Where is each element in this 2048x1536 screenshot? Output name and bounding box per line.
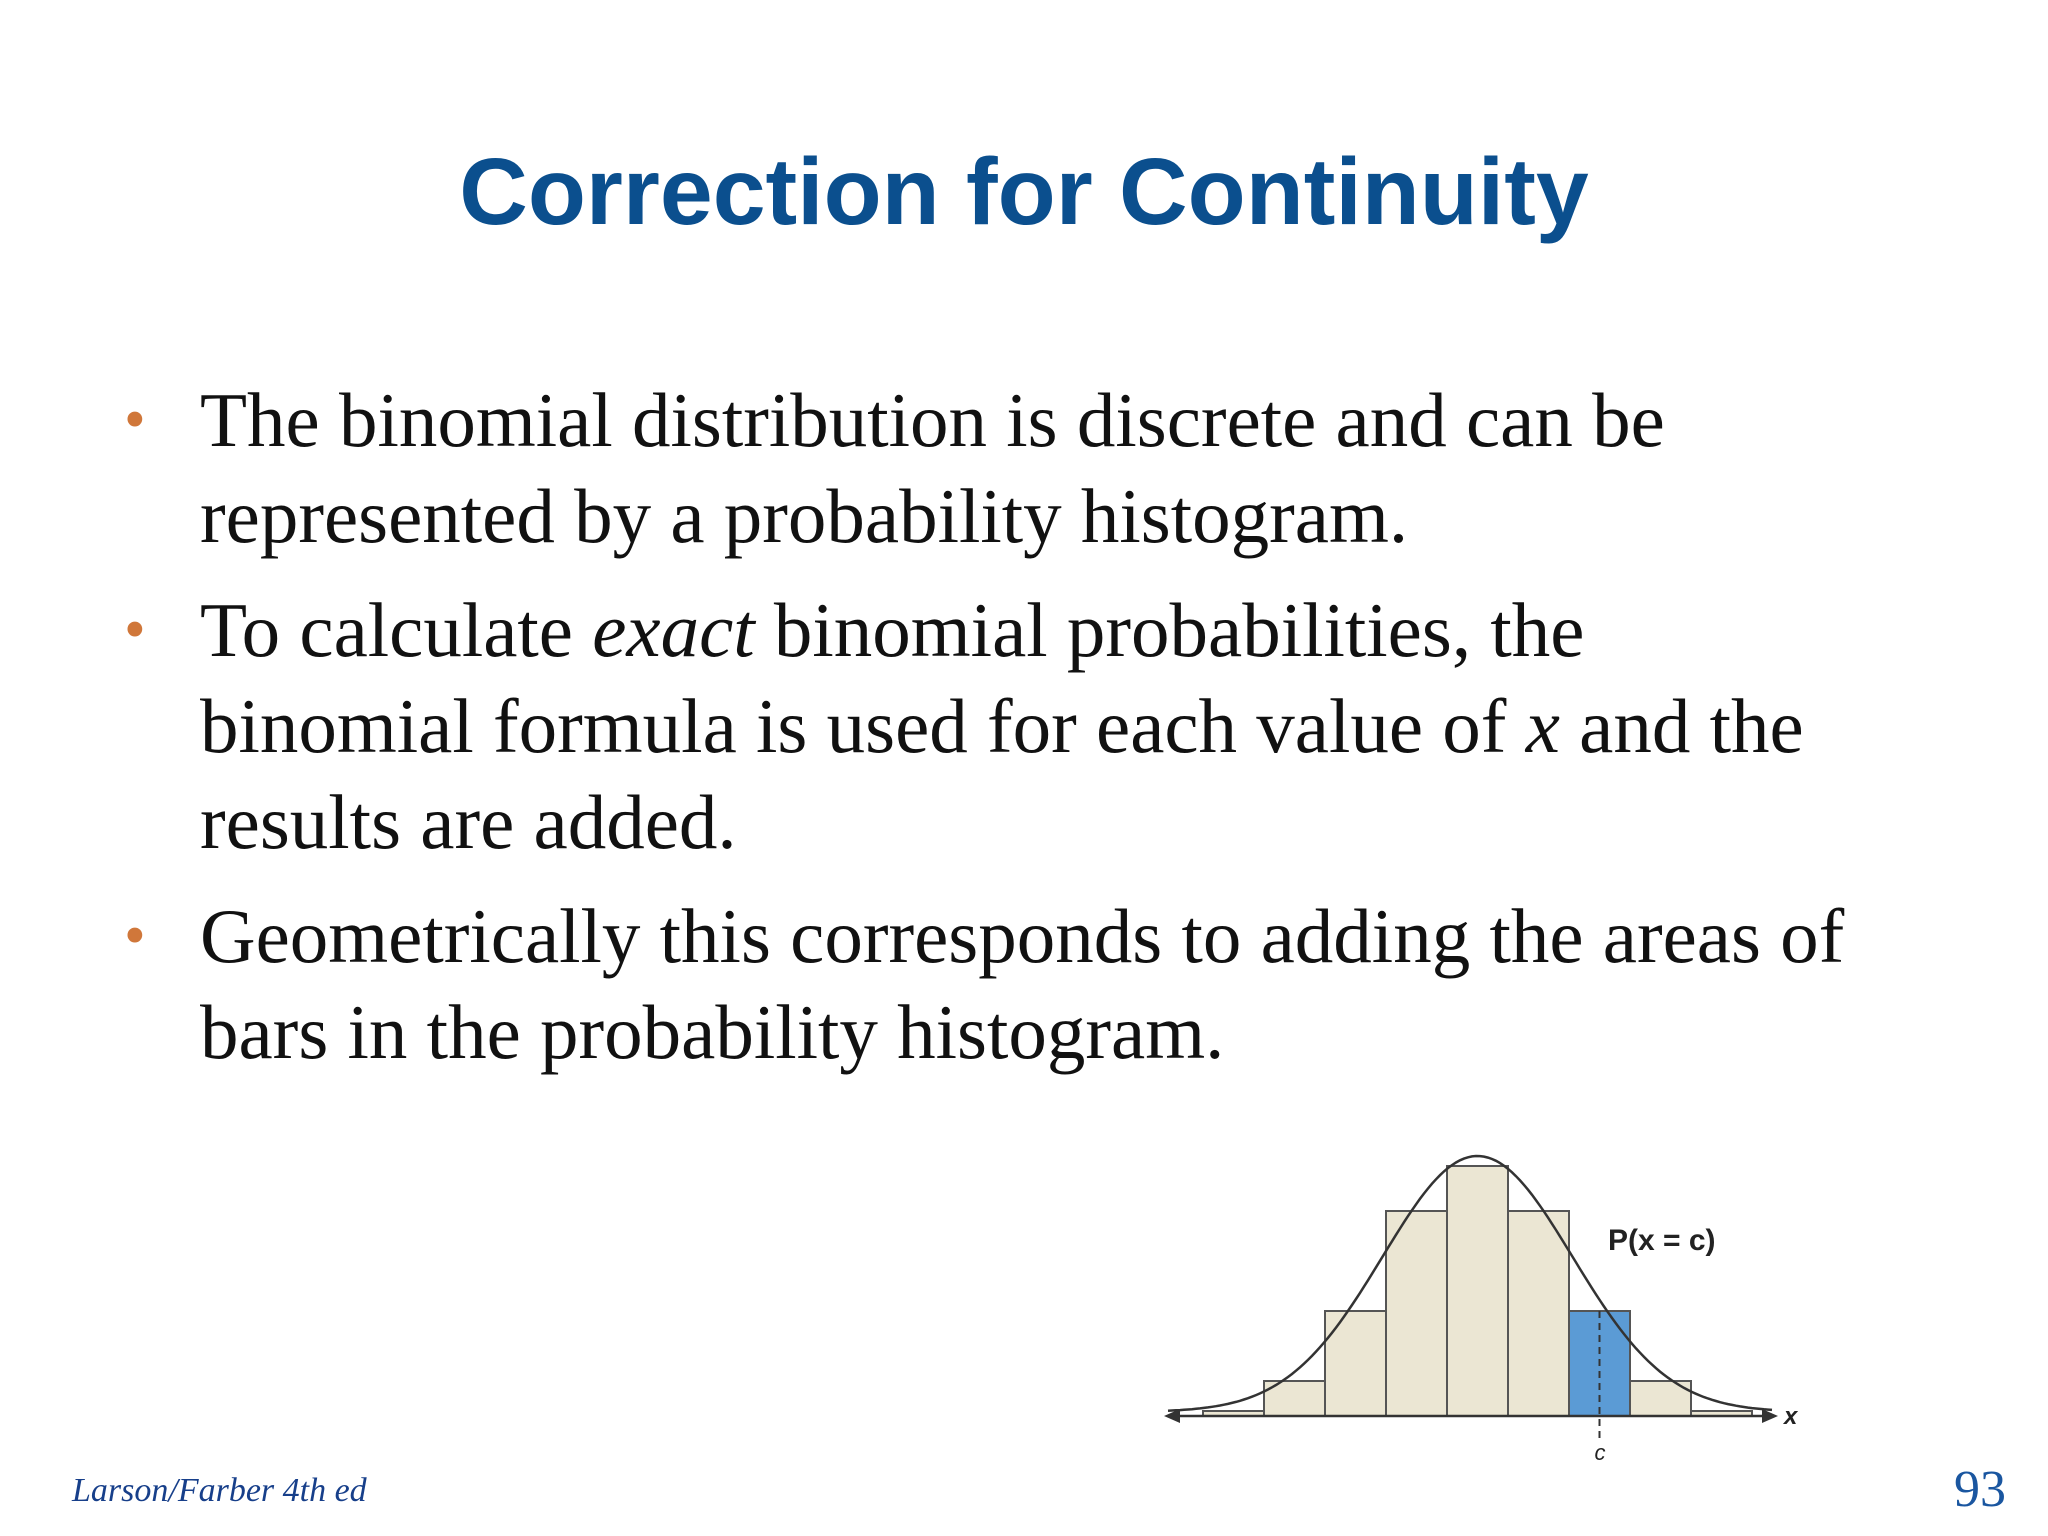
x-axis-label: x <box>1784 1403 1798 1430</box>
slide-title: Correction for Continuity <box>459 139 1589 245</box>
page-number: 93 <box>1954 1461 2006 1518</box>
bullet-line: binomial formula is used for each value of x and the <box>200 683 1804 769</box>
bullet-line: represented by a probability histogram. <box>200 473 1409 559</box>
c-label: c <box>1594 1440 1606 1465</box>
histogram-bar <box>1447 1166 1508 1416</box>
histogram-bar <box>1325 1311 1386 1416</box>
italic-term: exact <box>592 587 755 673</box>
bullet-dot-icon: • <box>124 902 146 970</box>
bullet-line: The binomial distribution is discrete and can be <box>200 377 1665 463</box>
bullet-line: results are added. <box>200 779 737 865</box>
italic-term: x <box>1525 683 1560 769</box>
histogram-bar <box>1386 1211 1447 1416</box>
histogram-bar <box>1508 1211 1569 1416</box>
histogram-svg <box>1160 1080 1820 1480</box>
bullet-line: To calculate exact binomial probabilities, the <box>200 587 1585 673</box>
footer-citation: Larson/Farber 4th ed <box>72 1472 367 1509</box>
binomial-histogram-figure <box>1160 1080 1820 1480</box>
bullet-item <box>120 582 1980 870</box>
bullet-line: bars in the probability histogram. <box>200 989 1225 1075</box>
bullet-list <box>120 372 1980 1098</box>
bullet-item <box>120 888 1980 1080</box>
x-axis-right-arrow-icon <box>1762 1409 1778 1423</box>
bullet-item <box>120 372 1980 564</box>
bullet-line: Geometrically this corresponds to adding the areas of <box>200 893 1845 979</box>
probability-label: P(x = c) <box>1608 1224 1716 1257</box>
bullet-dot-icon: • <box>124 596 146 664</box>
bullet-dot-icon: • <box>124 386 146 454</box>
